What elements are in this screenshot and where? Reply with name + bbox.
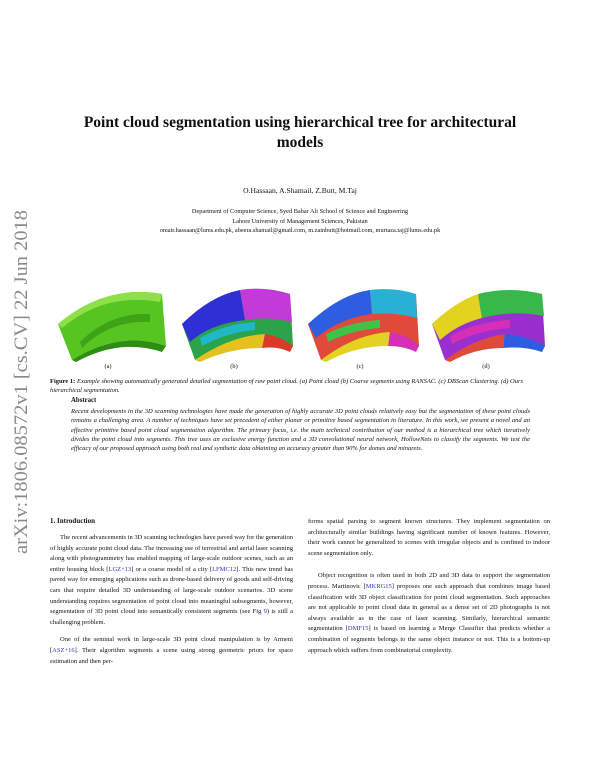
intro-paragraph-3: forms spatial parsing to segment known structures. They implement segmentation on architecturally similar buildings having significant number of known features. However, their work cannot be generalized to scenes with irregular objects and is confined to indoor scene segmentation only.	[308, 518, 550, 557]
caption-text: Example showing automatically generated detailed segmentation of raw point cloud. (a) Point cloud (b) Coarse segments using RANSAC. (c) DBScan Clustering. (d) Ours hierarchical segmentation.	[50, 378, 524, 394]
citation-link[interactable]: MKRG15	[365, 582, 392, 590]
figure-label-d: (d)	[482, 363, 490, 370]
affiliation-dept: Department of Computer Science, Syed Babar Ali School of Science and Engineering	[191, 208, 409, 215]
citation-link[interactable]: LFMC12	[212, 565, 237, 573]
figure-label-a: (a)	[104, 363, 112, 370]
arxiv-id: arXiv:1806.08572v1 [cs.CV] 22 Jun 2018	[11, 234, 32, 554]
figure-1a-image	[58, 292, 166, 362]
figure-1c-image	[308, 289, 419, 362]
abstract-text: Recent developments in the 3D scanning technologies have made the generation of highly accurate 3D point clouds relatively easy but the segmentation of these point clouds remains a challenging area. A number of techniques have set precedent of either planar or primitive based segmentation in literature. In this work, we present a novel and an effective primitive based point cloud segmentation algorithm. The primary focus, i.e. the main technical contribution of our method is a hierarchical tree which iteratively divides the point cloud into segments. This tree uses an exclusive energy function and a 3D convolutional neural network, HollowNets to classify the segments. We test the efficacy of our proposed approach using both real and synthetic data obtaining an accuracy greater than 90% for domes and minarets.	[71, 408, 530, 453]
citation-link[interactable]: ASZ+16	[52, 646, 75, 654]
authors: O.Hassaan, A.Shamail, Z.Butt, M.Taj	[243, 186, 357, 195]
figure-label-c: (c)	[356, 363, 364, 370]
right-column	[308, 517, 550, 663]
intro-paragraph-4: Object recognition is often used in both 2D and 3D data to support the segmentation process. Martinovic [MKRG15] proposes one such approach that combines image based classification with 3D object classification for point cloud segmentation. Such approaches are not applicable to point cloud data in general as a dense set of 2D photographs is not always available as in the case of laser scanning. Similarly, hierarchical semantic segmentation [DMF15] is based on learning a Merge Classifier that predicts whether a combination of segments belongs to the same object instance or not. This is a bottom-up approach which suffers from combinatorial complexity.	[308, 572, 550, 654]
intro-paragraph-1: The recent advancements in 3D scanning technologies have paved way for the generation of highly accurate point cloud data. The increasing use of terrestrial and aerial laser scanning along with photogrammetry has enabled mapping of large-scale outdoor scenes, such as an entire housing block [LGZ+13] or a coarse model of a city [LFMC12]. This new trend has paved way for emerging applications such as drone-based delivery of goods and self-driving cars that require detailed 3D understanding of large-scale outdoor scenarios. 3D scene understanding requires segmentation of point cloud into meaningful subsegments, however, segmentation of 3D point cloud into semantically consistent segments (see Fig 9) is still a challenging problem.	[50, 534, 293, 626]
figure-ref-link[interactable]: 9	[263, 608, 267, 616]
affiliation	[40, 207, 560, 236]
section-heading: 1. Introduction	[50, 517, 95, 525]
caption-label: Figure 1:	[50, 378, 76, 385]
figure-1d-image	[432, 290, 545, 362]
intro-paragraph-2: One of the seminal work in large-scale 3D point cloud manipulation is by Armeni [ASZ+16]. Their algorithm segments a scene using strong geometric priors for space estimation and then per-	[50, 636, 293, 665]
citation-link[interactable]: LGZ+13	[108, 565, 132, 573]
abstract-heading: Abstract	[71, 397, 97, 404]
affiliation-emails: omair.hassaan@lums.edu.pk, abeera.shamail@gmail.com, m.zainbutt@hotmail.com, murtaza.taj@lums.edu.pk	[159, 227, 441, 234]
citation-link[interactable]: DMF15	[347, 625, 369, 633]
figure-label-b: (b)	[230, 363, 238, 370]
affiliation-univ: Lahore University of Management Sciences, Pakistan	[232, 217, 368, 225]
figure-1	[50, 272, 550, 362]
figure-1b-image	[182, 289, 293, 362]
arxiv-stamp	[4, 208, 36, 554]
paper-title: Point cloud segmentation using hierarchical tree for architectural models	[83, 114, 517, 151]
figure-1-caption	[50, 377, 550, 395]
left-column	[50, 533, 293, 674]
